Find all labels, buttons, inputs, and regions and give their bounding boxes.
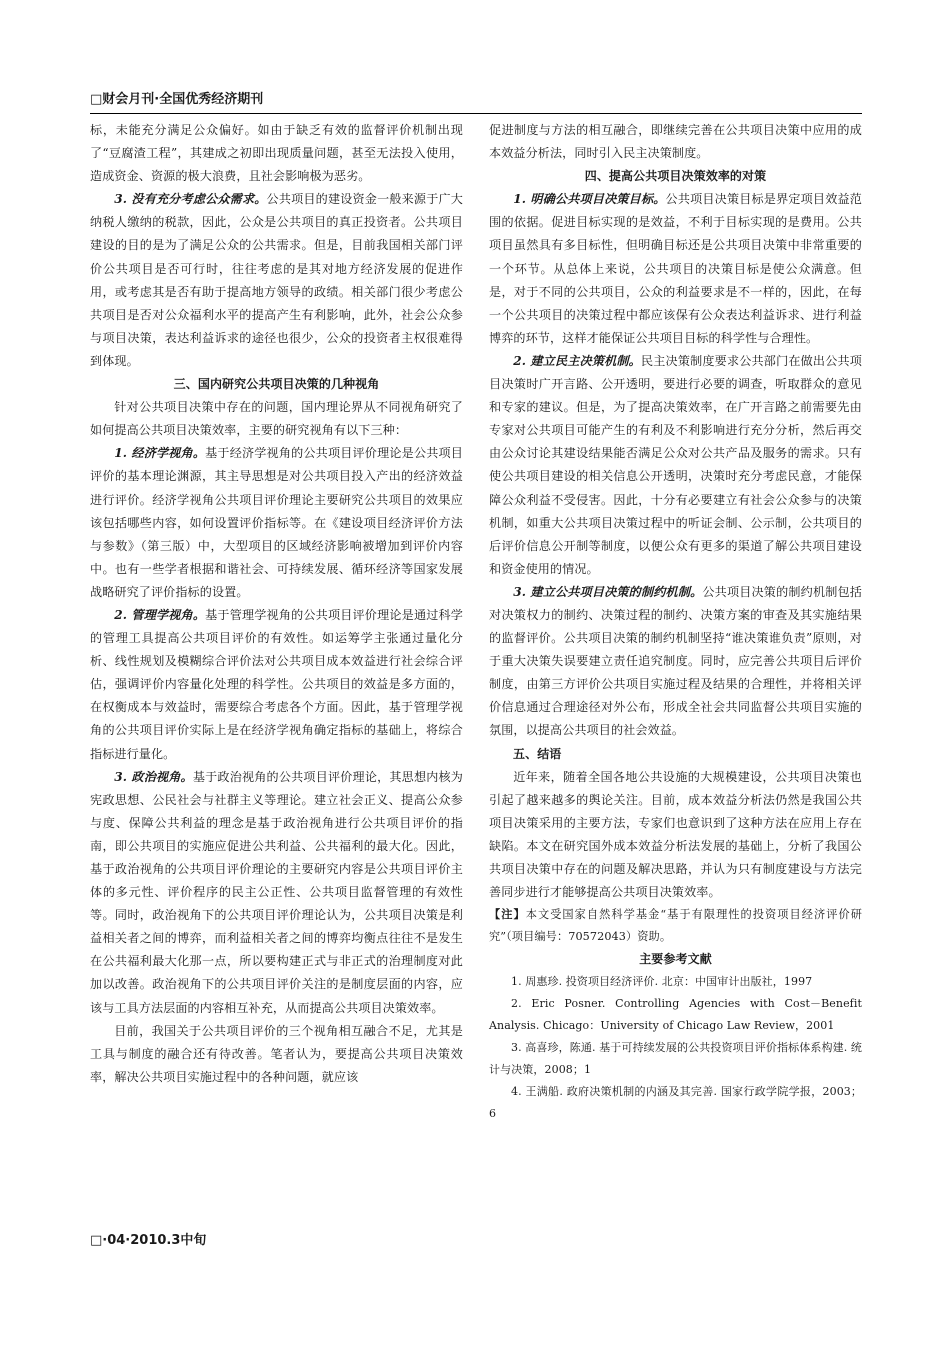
body-paragraph <box>90 442 463 604</box>
paragraph-text: 标，未能充分满足公众偏好。如由于缺乏有效的监督评价机制出现了“豆腐渣工程”，其建成之初即出现质量问题，甚至无法投入使用，造成资金、资源的极大浪费，且社会影响极为恶劣。 <box>90 123 463 184</box>
body-paragraph <box>90 766 463 1020</box>
body-paragraph <box>90 119 463 188</box>
right-column <box>489 119 862 1125</box>
paragraph-lead: 1. 经济学视角。 <box>114 446 206 461</box>
body-paragraph <box>90 396 463 442</box>
paragraph-text: 3. 高喜珍，陈通. 基于可持续发展的公共投资项目评价指标体系构建. 统计与决策，2008；1 <box>489 1041 862 1077</box>
paragraph-text: 公共项目决策的制约机制包括对决策权力的制约、决策过程的制约、决策方案的审查及其实施结果的监督评价。公共项目决策的制约机制坚持“谁决策谁负责”原则，对于重大决策失误要建立责任追究制度。同时，应完善公共项目后评价制度，由第三方评价公共项目实施过程及结果的合理性，并将相关评价信息通过合理途径对外公布，形成全社会共同监督公共项目实施的氛围，以提高公共项目的社会效益。 <box>489 584 862 738</box>
section-heading: 三、国内研究公共项目决策的几种视角 <box>173 377 380 392</box>
body-paragraph <box>489 766 862 905</box>
paragraph-lead: 3. 政治视角。 <box>114 769 193 784</box>
paragraph-lead: 2. 管理学视角。 <box>114 607 206 622</box>
reference-item <box>489 993 862 1037</box>
body-paragraph <box>489 581 862 743</box>
paragraph-text: 1. 周惠珍. 投资项目经济评价. 北京：中国审计出版社，1997 <box>511 975 813 989</box>
page-footer: □·04·2010.3中旬 <box>90 1233 207 1248</box>
paragraph-text: 目前，我国关于公共项目评价的三个视角相互融合不足，尤其是工具与制度的融合还有待改善。笔者认为，要提高公共项目决策效率，解决公共项目实施过程中的各种问题，就应该 <box>90 1023 463 1084</box>
header-divider <box>90 113 862 114</box>
funding-note <box>489 904 862 948</box>
reference-item <box>489 971 862 993</box>
paragraph-text: 基于政治视角的公共项目评价理论，其思想内核为宪政思想、公民社会与社群主义等理论。建立社会正义、提高公众参与度、保障公共利益的理念是基于政治视角进行公共项目评价的指南，即公共项目的实施应促进公共利益、公共福利的最大化。因此，基于政治视角的公共项目评价理论的主要研究内容是公共项目评价主体的多元性、评价程序的民主公正性、公共项目监督管理的有效性等。同时，政治视角下的公共项目评价理论认为，公共项目决策是利益相关者之间的博弈，而利益相关者之间的博弈均衡点往往不是发生在公共福利最大化那一点，所以要构建正式与非正式的治理制度对此加以改善。政治视角下的公共项目评价关注的是制度层面的内容，应该与工具方法层面的内容相互补充，从而提高公共项目决策效率。 <box>90 769 464 1015</box>
paragraph-text: 本文受国家自然科学基金“基于有限理性的投资项目经济评价研究”（项目编号：70572043）资助。 <box>489 908 862 944</box>
paragraph-text: 公共项目决策目标是界定项目效益范围的依据。促进目标实现的是效益，不利于目标实现的是费用。公共项目虽然具有多目标性，但明确目标还是公共项目决策中非常重要的一个环节。从总体上来说，公共项目的决策目标是使公众满意。但是，对于不同的公共项目，公众的利益要求是不一样的，因此，在每一个公共项目的决策过程中都应该保有公众表达利益诉求、进行利益博弈的环节，这样才能保证公共项目目标的科学性与合理性。 <box>489 192 862 345</box>
paragraph-text: 4. 王满船. 政府决策机制的内涵及其完善. 国家行政学院学报，2003；6 <box>489 1085 862 1121</box>
paragraph-text: 2. Eric Posner. Controlling Agencies with Cost－Benefit Analysis. Chicago：University of Chicago Law Review，2001 <box>489 997 862 1033</box>
paragraph-lead: 3. 没有充分考虑公众需求。 <box>114 192 267 207</box>
paragraph-lead: 2. 建立民主决策机制。 <box>513 353 641 368</box>
body-paragraph <box>489 350 862 581</box>
reference-item <box>489 1081 862 1125</box>
paragraph-text: 针对公共项目决策中存在的问题，国内理论界从不同视角研究了如何提高公共项目决策效率，主要的研究视角有以下三种： <box>90 400 463 438</box>
paragraph-lead: 3. 建立公共项目决策的制约机制。 <box>513 584 703 599</box>
body-paragraph <box>90 604 463 766</box>
section-heading: 四、提高公共项目决策效率的对策 <box>584 169 767 184</box>
left-column <box>90 119 463 1089</box>
body-paragraph <box>489 119 862 165</box>
paragraph-lead: 1. 明确公共项目决策目标。 <box>513 192 666 207</box>
section-heading: 主要参考文献 <box>639 952 712 967</box>
paragraph-text: 近年来，随着全国各地公共设施的大规模建设，公共项目决策也引起了越来越多的舆论关注。目前，成本效益分析法仍然是我国公共项目决策采用的主要方法，专家们也意识到了这种方法在应用上存在缺陷。本文在研究国外成本效益分析法发展的基础上，分析了我国公共项目决策中存在的问题及解决思路，并认为只有制度建设与方法完善同步进行才能够提高公共项目决策效率。 <box>489 769 862 900</box>
section-heading: 五、结语 <box>513 746 562 761</box>
paragraph-text: 民主决策制度要求公共部门在做出公共项目决策时广开言路、公开透明，要进行必要的调查，听取群众的意见和专家的建议。但是，为了提高决策效率，在广开言路之前需要先由专家对公共项目可能产生的有利及不利影响进行充分分析，然后再交由公众讨论其建设结果能否满足公众对公共产品及服务的需求。只有使公共项目建设的相关信息公开透明，决策时充分考虑民意，才能保障公众利益不受侵害。因此，十分有必要建立有社会公众参与的决策机制，如重大公共项目决策过程中的听证会制、公示制，公共项目的后评价信息公开制等制度，以便公众有更多的渠道了解公共项目建设和资金使用的情况。 <box>489 353 862 576</box>
body-paragraph <box>489 188 862 350</box>
paragraph-text: 公共项目的建设资金一般来源于广大纳税人缴纳的税款，因此，公众是公共项目的真正投资者。公共项目建设的目的是为了满足公众的公共需求。但是，目前我国相关部门评价公共项目是否可行时，往往考虑的是其对地方经济发展的促进作用，或考虑其是否有助于提高地方领导的政绩。相关部门很少考虑公共项目是否对公众福利水平的提高产生有利影响，此外，社会公众参与项目决策，表达利益诉求的途径也很少，公众的投资者主权很难得到体现。 <box>90 192 463 368</box>
paragraph-text: 基于经济学视角的公共项目评价理论是公共项目评价的基本理论渊源，其主导思想是对公共项目投入产出的经济效益进行评价。经济学视角公共项目评价理论主要研究公共项目的效果应该包括哪些内容，如何设置评价指标等。在《建设项目经济评价方法与参数》（第三版）中，大型项目的区域经济影响被增加到评价内容中。也有一些学者根据和谐社会、可持续发展、循环经济等国家发展战略研究了评价指标的设置。 <box>90 446 463 599</box>
paragraph-text: 基于管理学视角的公共项目评价理论是通过科学的管理工具提高公共项目评价的有效性。如运筹学主张通过量化分析、线性规划及模糊综合评价法对公共项目成本效益进行社会综合评估，强调评价内容量化处理的科学性。公共项目的效益是多方面的，在权衡成本与效益时，需要综合考虑各个方面。因此，基于管理学视角的公共项目评价实际上是在经济学视角确定指标的基础上，将综合指标进行量化。 <box>90 607 463 761</box>
note-label: 【注】 <box>489 908 526 922</box>
paragraph-text: 促进制度与方法的相互融合，即继续完善在公共项目决策中应用的成本效益分析法，同时引入民主决策制度。 <box>489 123 862 161</box>
body-paragraph <box>90 1020 463 1089</box>
journal-header: □财会月刊·全国优秀经济期刊 <box>90 92 264 107</box>
reference-item <box>489 1037 862 1081</box>
body-paragraph <box>90 188 463 373</box>
